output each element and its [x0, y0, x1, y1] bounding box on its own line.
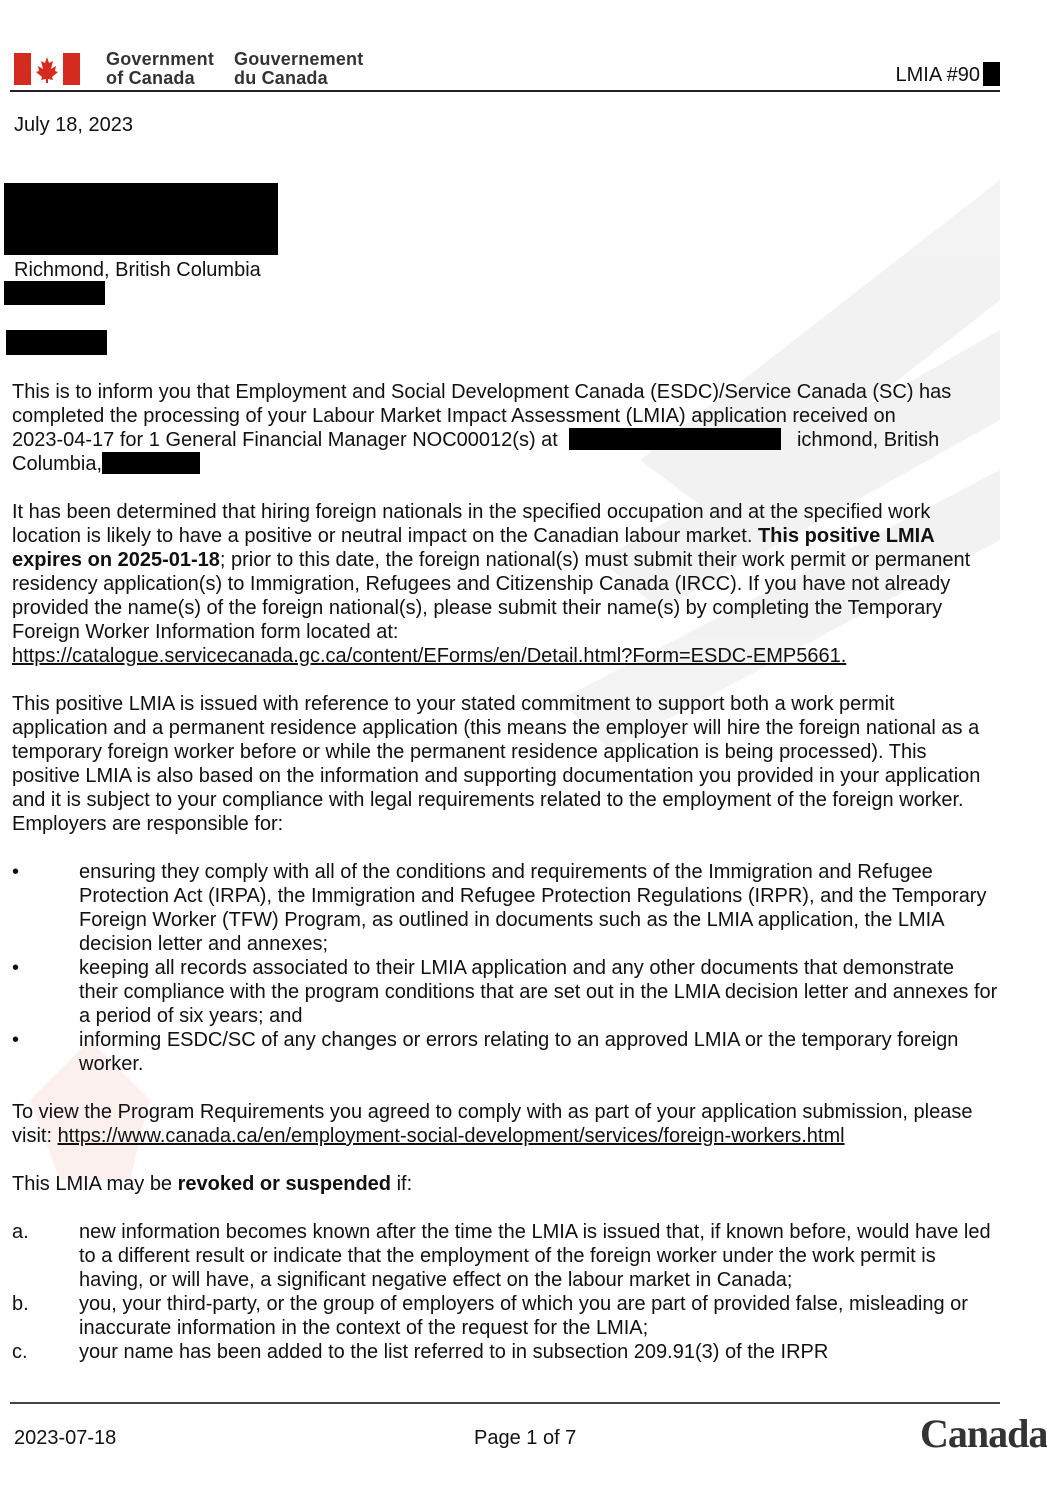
text-line: ensuring they comply with all of the conditions and requirements of the Immigration and Refugee	[79, 861, 933, 883]
text-line	[12, 524, 1000, 548]
text-line: provided the name(s) of the foreign national(s), please submit their name(s) by completing the Temporary	[12, 597, 943, 619]
bullet-marker: •	[12, 861, 20, 883]
paragraph-commitment	[12, 692, 1000, 836]
text-line: having, or will have, a significant negative effect on the labour market in Canada;	[79, 1269, 793, 1291]
redaction-box	[4, 281, 105, 305]
lmia-number: LMIA #90	[895, 64, 980, 86]
list-marker: a.	[12, 1221, 29, 1243]
text-line: to a different result or indicate that the employment of the foreign worker under the work permit is	[79, 1245, 936, 1267]
text-segment: This LMIA may be	[12, 1173, 178, 1195]
bold-text: expires on 2025-01-18	[12, 549, 220, 571]
text-segment: location is likely to have a positive or neutral impact on the Canadian labour market.	[12, 525, 758, 547]
letter-date: July 18, 2023	[14, 114, 133, 136]
text-line: new information becomes known after the time the LMIA is issued that, if known before, would have led	[79, 1221, 991, 1243]
text-segment: 2023-04-17 for 1 General Financial Manager NOC00012(s) at	[12, 429, 558, 451]
text-line	[12, 548, 1000, 572]
paragraph-processing-notice	[12, 380, 1000, 476]
canada-flag-icon	[14, 53, 80, 85]
address-city: Richmond, British Columbia	[14, 259, 261, 281]
footer-date: 2023-07-18	[14, 1427, 117, 1449]
text-line: keeping all records associated to their LMIA application and any other documents that demonstrate	[79, 957, 954, 979]
text-segment: ; prior to this date, the foreign national(s) must submit their work permit or permanent	[219, 549, 971, 571]
list-item	[12, 1220, 1000, 1292]
text-line	[12, 644, 1000, 668]
bullet-marker: •	[12, 957, 20, 979]
list-marker: c.	[12, 1341, 28, 1363]
list-item	[12, 1292, 1000, 1340]
gouvernement-du-canada-wordmark	[234, 50, 363, 88]
canada-wordmark-logo: Canada	[920, 1411, 1047, 1456]
text-line: Employers are responsible for:	[12, 813, 284, 835]
text-line: worker.	[79, 1053, 144, 1075]
text-line: residency application(s) to Immigration, Refugees and Citizenship Canada (IRCC). If you have not already	[12, 573, 951, 595]
list-item	[12, 956, 1000, 1028]
text-line: temporary foreign worker before or while the permanent residence application is being processed). This	[12, 741, 927, 763]
redaction-box	[6, 330, 107, 355]
text-line: your name has been added to the list referred to in subsection 209.91(3) of the IRPR	[79, 1341, 829, 1363]
page-number: Page 1 of 7	[474, 1427, 577, 1449]
list-marker: b.	[12, 1293, 29, 1315]
redaction-box	[4, 183, 278, 255]
text-line: Foreign Worker Information form located at:	[12, 621, 399, 643]
list-item	[12, 1028, 1000, 1076]
bold-text: This positive LMIA	[757, 525, 935, 547]
bold-text: revoked or suspended	[177, 1173, 392, 1195]
text-line: application and a permanent residence application (this means the employer will hire the foreign national as a	[12, 717, 980, 739]
text-line: Protection Act (IRPA), the Immigration and Refugee Protection Regulations (IRPR), and the Temporary	[79, 885, 987, 907]
text-line: and it is subject to your compliance with legal requirements related to the employment of the foreign worker.	[12, 789, 964, 811]
list-item	[12, 860, 1000, 956]
list-item	[12, 1340, 1000, 1364]
text-line: informing ESDC/SC of any changes or errors relating to an approved LMIA or the temporary foreign	[79, 1029, 959, 1051]
employer-responsibilities-list	[12, 860, 1000, 1076]
text-line	[12, 452, 1000, 476]
gov-fr-line2: du Canada	[234, 68, 328, 88]
text-line: It has been determined that hiring foreign nationals in the specified occupation and at the specified work	[12, 501, 931, 523]
paragraph-program-requirements	[12, 1100, 1000, 1148]
text-line: you, your third-party, or the group of employers of which you are part of provided false, misleading or	[79, 1293, 968, 1315]
revocation-conditions-list	[12, 1220, 1000, 1364]
tfw-information-form-link[interactable]: https://catalogue.servicecanada.gc.ca/content/EForms/en/Detail.html?Form=ESDC-EMP5661.	[12, 645, 847, 667]
header-divider	[10, 90, 1000, 92]
paragraph-revocation-intro	[12, 1172, 1000, 1196]
text-line: inaccurate information in the context of the request for the LMIA;	[79, 1317, 649, 1339]
text-line: positive LMIA is also based on the information and supporting documentation you provided in your application	[12, 765, 981, 787]
paragraph-determination	[12, 500, 1000, 668]
text-segment: ichmond, British	[796, 429, 940, 451]
text-line: This positive LMIA is issued with reference to your stated commitment to support both a work permit	[12, 693, 895, 715]
text-line: decision letter and annexes;	[79, 933, 329, 955]
text-line	[12, 428, 1000, 452]
text-segment: if:	[391, 1173, 413, 1195]
redaction-box	[102, 452, 200, 474]
text-line	[12, 1172, 1000, 1196]
program-requirements-link[interactable]: https://www.canada.ca/en/employment-social-development/services/foreign-workers.html	[57, 1125, 845, 1147]
gov-fr-line1: Gouvernement	[234, 49, 364, 69]
text-line: their compliance with the program conditions that are set out in the LMIA decision letter and annexes for	[79, 981, 998, 1003]
text-line: completed the processing of your Labour Market Impact Assessment (LMIA) application received on	[12, 405, 896, 427]
text-segment: Columbia,	[12, 453, 103, 475]
text-line: To view the Program Requirements you agreed to comply with as part of your application submission, please	[12, 1101, 973, 1123]
text-line: Foreign Worker (TFW) Program, as outlined in documents such as the LMIA application, the LMIA	[79, 909, 945, 931]
text-line	[12, 1124, 1000, 1148]
gov-en-line1: Government	[106, 49, 215, 69]
redaction-box	[569, 428, 781, 450]
gov-en-line2: of Canada	[106, 68, 195, 88]
text-segment: visit:	[12, 1125, 58, 1147]
government-of-canada-wordmark	[106, 50, 214, 88]
text-line: This is to inform you that Employment and Social Development Canada (ESDC)/Service Canada (SC) has	[12, 381, 952, 403]
bullet-marker: •	[12, 1029, 20, 1051]
text-line: a period of six years; and	[79, 1005, 303, 1027]
footer-divider	[10, 1402, 1000, 1404]
redaction-box	[983, 62, 1000, 86]
